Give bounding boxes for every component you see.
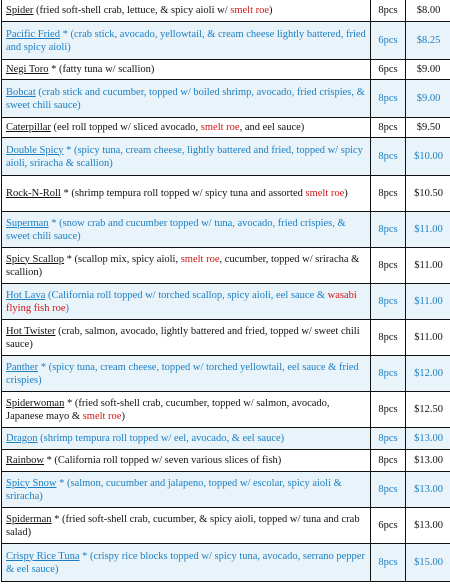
item-piece-count: 8pcs	[371, 176, 406, 212]
item-name: Spicy Snow	[6, 477, 57, 489]
item-description-cell	[2, 544, 371, 582]
item-piece-count: 8pcs	[371, 80, 406, 118]
item-piece-count: 6pcs	[371, 22, 406, 60]
item-price: $8.25	[406, 22, 450, 60]
item-name: Spiderman	[6, 513, 52, 525]
item-piece-count: 6pcs	[371, 508, 406, 544]
menu-row	[2, 450, 450, 472]
item-name: Bobcat	[6, 86, 36, 98]
roe-ingredient-text: smelt roe	[305, 188, 345, 199]
item-name: Caterpillar	[6, 122, 51, 133]
menu-row	[2, 138, 450, 176]
item-description-cell	[2, 60, 371, 80]
item-description-text: * (crab stick, avocado, yellowtail, & cream cheese lightly battered, fried and spicy aioli)	[6, 28, 366, 53]
item-description-text: * (fried soft-shell crab, cucumber, & spicy aioli, topped w/ tuna and crab salad)	[6, 513, 360, 538]
item-price: $10.00	[406, 138, 450, 176]
item-description-cell	[2, 472, 371, 508]
item-price: $9.50	[406, 118, 450, 138]
item-price: $12.00	[406, 356, 450, 392]
roe-ingredient-text: smelt roe	[82, 410, 122, 422]
roe-ingredient-text: smelt roe	[200, 122, 240, 133]
item-name: Panther	[6, 361, 39, 373]
menu-row	[2, 0, 450, 22]
item-description-text: (shrimp tempura roll topped w/ eel, avocado, & eel sauce)	[37, 433, 285, 444]
item-description-text: * (snow crab and cucumber topped w/ tuna, avocado, fried crispies, & sweet chili sauce)	[6, 217, 346, 242]
menu-row	[2, 356, 450, 392]
menu-row	[2, 392, 450, 428]
item-description-text: * (fatty tuna w/ scallion)	[48, 64, 155, 75]
menu-row	[2, 320, 450, 356]
menu-row	[2, 60, 450, 80]
menu-row	[2, 284, 450, 320]
item-description-cell	[2, 138, 371, 176]
item-description-text: )	[65, 302, 69, 314]
item-piece-count: 8pcs	[371, 118, 406, 138]
item-piece-count: 8pcs	[371, 544, 406, 582]
item-name: Spicy Scallop	[6, 253, 65, 265]
item-description-cell	[2, 118, 371, 138]
menu-row	[2, 508, 450, 544]
item-description-text: (crab stick and cucumber, topped w/ boiled shrimp, avocado, fried crispies, & sweet chili sauce)	[6, 86, 365, 111]
item-price: $11.00	[406, 320, 450, 356]
item-piece-count: 6pcs	[371, 60, 406, 80]
menu-row	[2, 176, 450, 212]
item-description-text: * (fried soft-shell crab, cucumber, topped w/ salmon, avocado, Japanese mayo &	[6, 397, 330, 422]
item-name: Hot Lava	[6, 289, 46, 301]
item-description-cell	[2, 320, 371, 356]
item-description-text: * (crispy rice blocks topped w/ spicy tuna, avocado, serrano pepper & eel sauce)	[6, 550, 365, 575]
item-name: Rock-N-Roll	[6, 188, 61, 199]
item-piece-count: 8pcs	[371, 392, 406, 428]
item-description-text: (fried soft-shell crab, lettuce, & spicy aioli w/	[33, 5, 231, 16]
item-piece-count: 8pcs	[371, 0, 406, 22]
item-piece-count: 8pcs	[371, 356, 406, 392]
item-price: $15.00	[406, 544, 450, 582]
menu-row	[2, 118, 450, 138]
item-description-text: * (salmon, cucumber and jalapeno, topped w/ escolar, spicy aioli & sriracha)	[6, 477, 342, 502]
item-name: Crispy Rice Tuna	[6, 550, 80, 562]
item-piece-count: 8pcs	[371, 248, 406, 284]
item-name: Superman	[6, 217, 49, 229]
item-piece-count: 8pcs	[371, 428, 406, 450]
roe-ingredient-text: wasabi flying fish roe	[6, 289, 357, 314]
menu-row	[2, 80, 450, 118]
menu-row	[2, 22, 450, 60]
item-description-cell	[2, 80, 371, 118]
menu-row	[2, 212, 450, 248]
menu-row	[2, 472, 450, 508]
item-name: Double Spicy	[6, 144, 64, 156]
item-description-cell	[2, 0, 371, 22]
item-description-text: (California roll topped w/ torched scallop, spicy aioli, eel sauce &	[45, 289, 328, 301]
item-piece-count: 8pcs	[371, 472, 406, 508]
item-price: $8.00	[406, 0, 450, 22]
item-piece-count: 8pcs	[371, 212, 406, 248]
roe-ingredient-text: smelt roe	[180, 253, 220, 265]
item-piece-count: 8pcs	[371, 284, 406, 320]
sushi-roll-menu-table	[1, 0, 450, 582]
item-name: Spider	[6, 5, 34, 16]
item-price: $9.00	[406, 80, 450, 118]
item-description-text: * (spicy tuna, cream cheese, lightly battered and fried, topped w/ spicy aioli, sriracha & scallion)	[6, 144, 363, 169]
item-price: $13.00	[406, 428, 450, 450]
item-price: $13.00	[406, 450, 450, 472]
item-price: $12.50	[406, 392, 450, 428]
item-piece-count: 8pcs	[371, 320, 406, 356]
menu-row	[2, 248, 450, 284]
item-description-cell	[2, 392, 371, 428]
item-price: $11.00	[406, 284, 450, 320]
item-description-text: (eel roll topped w/ sliced avocado,	[50, 122, 201, 133]
item-price: $11.00	[406, 212, 450, 248]
item-description-cell	[2, 284, 371, 320]
menu-row	[2, 428, 450, 450]
menu-row	[2, 544, 450, 582]
item-price: $13.00	[406, 472, 450, 508]
item-description-cell	[2, 176, 371, 212]
item-name: Spiderwoman	[6, 397, 65, 409]
item-name: Pacific Fried	[6, 28, 60, 40]
item-description-text: * (scallop mix, spicy aioli,	[64, 253, 181, 265]
item-description-cell	[2, 22, 371, 60]
item-description-text: , cucumber, topped w/ sriracha & scallion)	[6, 253, 360, 278]
item-description-cell	[2, 212, 371, 248]
item-description-cell	[2, 450, 371, 472]
item-name: Hot Twister	[6, 325, 56, 337]
item-description-text: * (spicy tuna, cream cheese, topped w/ torched yellowtail, eel sauce & fried crispies)	[6, 361, 359, 386]
item-price: $13.00	[406, 508, 450, 544]
item-name: Dragon	[6, 433, 38, 444]
item-description-cell	[2, 508, 371, 544]
item-price: $9.00	[406, 60, 450, 80]
item-description-text: )	[344, 188, 348, 199]
item-description-text: * (shrimp tempura roll topped w/ spicy tuna and assorted	[60, 188, 306, 199]
item-name: Negi Toro	[6, 64, 49, 75]
menu-table-body	[2, 0, 450, 582]
item-description-text: )	[269, 5, 273, 16]
item-description-text: )	[121, 410, 125, 422]
roe-ingredient-text: smelt roe	[230, 5, 270, 16]
item-description-cell	[2, 356, 371, 392]
item-description-text: (crab, salmon, avocado, lightly battered and fried, topped w/ sweet chili sauce)	[6, 325, 360, 350]
item-description-text: , and eel sauce)	[239, 122, 305, 133]
item-description-cell	[2, 428, 371, 450]
item-price: $10.50	[406, 176, 450, 212]
item-description-text: * (California roll topped w/ seven various slices of fish)	[43, 455, 282, 466]
item-piece-count: 8pcs	[371, 450, 406, 472]
item-price: $11.00	[406, 248, 450, 284]
item-description-cell	[2, 248, 371, 284]
item-piece-count: 8pcs	[371, 138, 406, 176]
item-name: Rainbow	[6, 455, 44, 466]
